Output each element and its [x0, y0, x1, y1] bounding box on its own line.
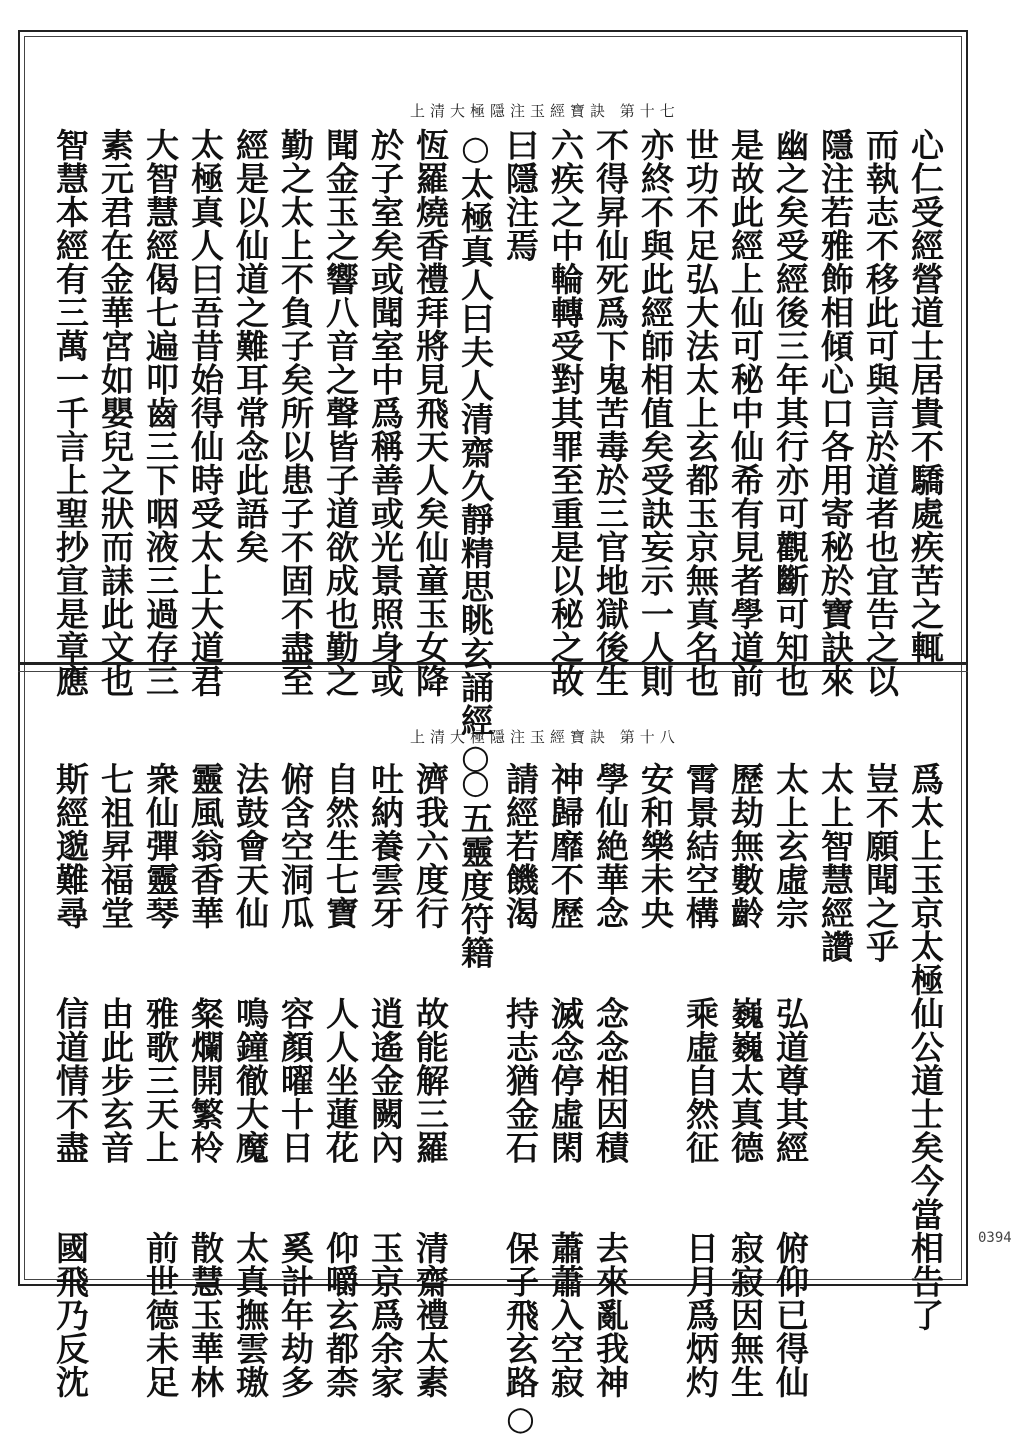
text-column: 霄景結空構 乘虛自然征 日月爲炳灼	[681, 762, 720, 1399]
text-column: 智慧本經有三萬一千言上聖抄宣是章應	[51, 128, 90, 698]
text-column: 爲太上玉京太極仙公道士矣今當相告了	[906, 762, 945, 1332]
top-running-header: 上清大極隱注玉經寶訣 第十七	[410, 102, 680, 120]
text-column: 學仙絶華念 念念相因積 去來亂我神	[591, 762, 630, 1399]
text-column: ○太極真人曰夫人清齋久靜精思眺玄誦經○	[456, 128, 495, 777]
text-column: 而執志不移此可與言於道者也宜告之以	[861, 128, 900, 698]
text-column: 於子室矣或聞室中爲稱善或光景照身或	[366, 128, 405, 698]
text-column: 是故此經上仙可秘中仙希有見者學道前	[726, 128, 765, 698]
text-column: 七祖昇福堂 由此步玄音	[96, 762, 135, 1164]
text-column: 衆仙彈靈琴 雅歌三天上 前世德未足	[141, 762, 180, 1399]
text-column: 幽之矣受經後三年其行亦可觀斷可知也	[771, 128, 810, 698]
text-column: 吐納養雲牙 逍遙金闕內 玉京爲余家	[366, 762, 405, 1399]
text-column: 靈風翁香華 粲爛開繁柃 散慧玉華林	[186, 762, 225, 1399]
text-column: 曰隱注焉	[501, 128, 540, 262]
text-column: 斯經邈難尋 信道情不盡 國飛乃反沈	[51, 762, 90, 1399]
text-column: 自然生七寶 人人坐蓮花 仰嚼玄都柰	[321, 762, 360, 1399]
page-number: 0394	[978, 1230, 1012, 1246]
text-column: 太上玄虛宗 弘道尊其經 俯仰已得仙	[771, 762, 810, 1399]
text-column: 豈不願聞之乎	[861, 762, 900, 963]
text-column: 世功不足弘大法太上玄都玉京無真名也	[681, 128, 720, 698]
text-column: 素元君在金華宮如嬰兒之狀而誄此文也	[96, 128, 135, 698]
text-column: ○五靈度符籍	[456, 762, 495, 969]
text-column: 亦終不與此經師相值矣受訣妄示一人則	[636, 128, 675, 698]
text-column: 恆羅燒香禮拜將見飛天人矣仙童玉女降	[411, 128, 450, 698]
text-column: 勤之太上不負子矣所以患子不固不盡至	[276, 128, 315, 698]
bottom-text-block	[48, 762, 948, 1438]
text-column: 不得昇仙死爲下鬼苦毒於三官地獄後生	[591, 128, 630, 698]
bottom-running-header: 上清大極隱注玉經寶訣 第十八	[410, 728, 680, 746]
text-column: 法鼓會天仙 鳴鐘徹大魔 太真撫雲璈	[231, 762, 270, 1399]
text-column: 濟我六度行 故能解三羅 清齋禮太素	[411, 762, 450, 1399]
text-column: 六疾之中輪轉受對其罪至重是以秘之故	[546, 128, 585, 698]
text-column: 大智慧經偈七遍叩齒三下咽液三過存三	[141, 128, 180, 698]
text-column: 俯含空洞瓜 容顏曜十日 奚計年劫多	[276, 762, 315, 1399]
text-column: 太極真人曰吾昔始得仙時受太上大道君	[186, 128, 225, 698]
text-column: 請經若饑渴 持志猶金石 保子飛玄路○	[501, 762, 540, 1438]
text-column: 安和樂未央	[636, 762, 675, 930]
text-column: 隱注若雅飾相傾心口各用寄秘於寶訣來	[816, 128, 855, 698]
text-column: 經是以仙道之難耳常念此語矣	[231, 128, 270, 564]
text-column: 聞金玉之響八音之聲皆子道欲成也勤之	[321, 128, 360, 698]
text-column: 心仁受經營道士居貴不驕處疾苦之輒	[906, 128, 945, 664]
text-column: 歷劫無數齡 巍巍太真德 寂寂因無生	[726, 762, 765, 1399]
text-column: 太上智慧經讚	[816, 762, 855, 963]
text-column: 神歸靡不歷 滅念停虛閑 蕭蕭入空寂	[546, 762, 585, 1399]
